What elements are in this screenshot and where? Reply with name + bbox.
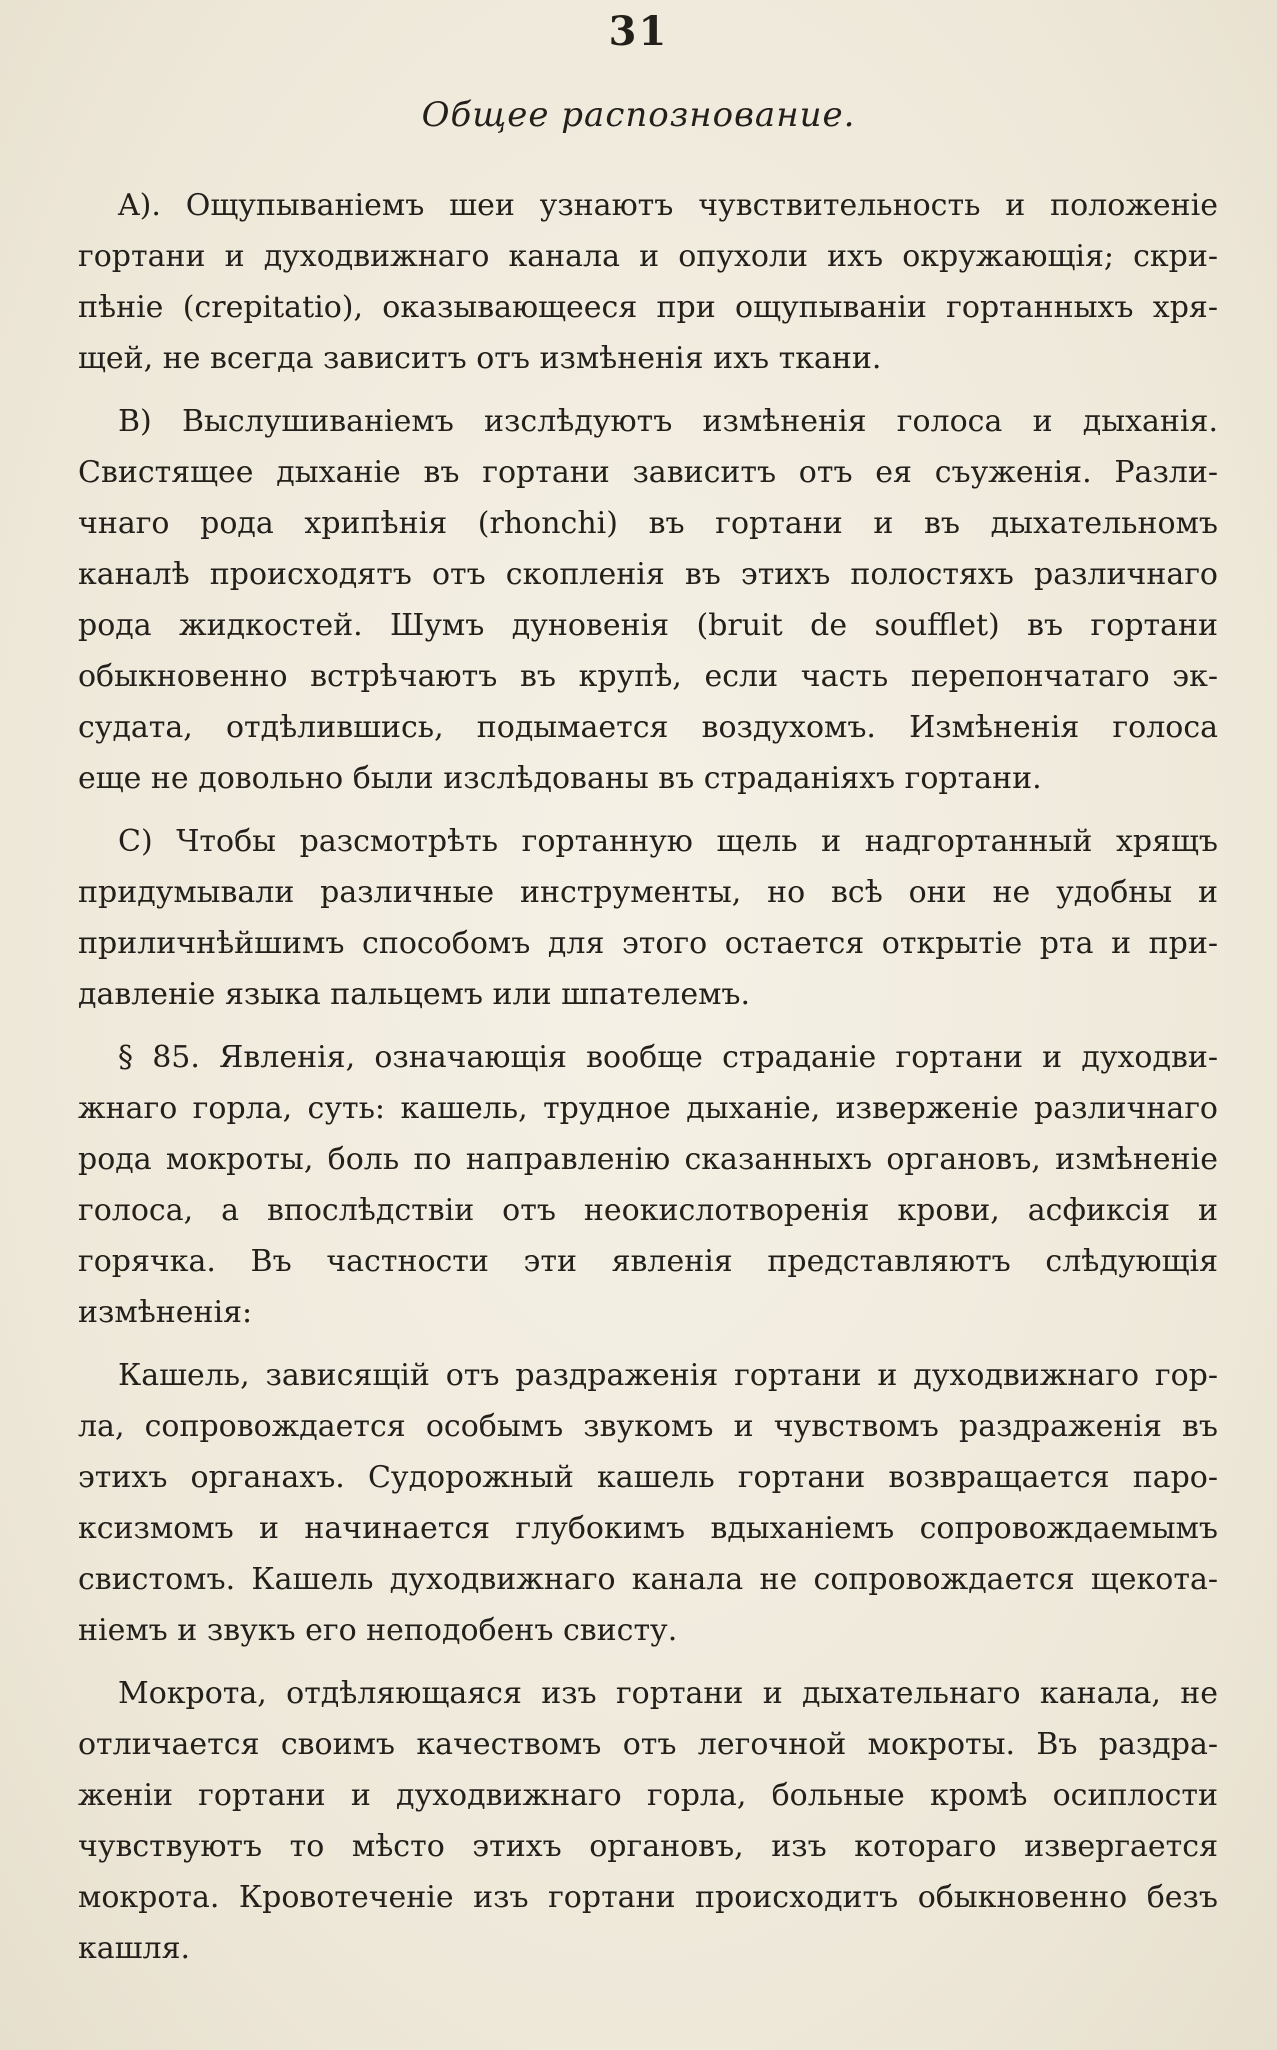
text-line: каналѣ происходятъ отъ скопленiя въ этихъ полостяхъ различнаго [78, 557, 1218, 592]
text-line: чувствуютъ то мѣсто этихъ органовъ, изъ котораго извергается [78, 1829, 1218, 1864]
text-line: рода жидкостей. Шумъ дуновенiя (bruit de soufflet) въ гортани [78, 608, 1218, 643]
text-line: жнаго горла, суть: кашель, трудное дыханiе, изверженiе различнаго [78, 1091, 1218, 1126]
text-line: приличнѣйшимъ способомъ для этого остается открытiе рта и при- [78, 926, 1218, 961]
text-line: судата, отдѣлившись, подымается воздухомъ. Измѣненiя голоса [78, 710, 1218, 745]
text-line: рода мокроты, боль по направленiю сказанныхъ органовъ, измѣненiе [78, 1142, 1218, 1177]
text-line: § 85. Явленiя, означающiя вообще страданiе гортани и духодви- [118, 1040, 1218, 1075]
text-line: измѣненiя: [78, 1295, 253, 1330]
paragraph-a [78, 180, 1218, 384]
text-line: женiи гортани и духодвижнаго горла, больные кромѣ осиплости [78, 1778, 1218, 1813]
text-line: щей, не всегда зависитъ отъ измѣненiя ихъ ткани. [78, 341, 882, 376]
text-line: C) Чтобы разсмотрѣть гортанную щель и надгортанный хрящъ [118, 824, 1218, 859]
text-line: нiемъ и звукъ его неподобенъ свисту. [78, 1613, 678, 1648]
text-line: голоса, а впослѣдствiи отъ неокислотворенiя крови, асфиксiя и [78, 1193, 1218, 1228]
paragraph-sputum [78, 1668, 1218, 1974]
paragraph-85 [78, 1032, 1218, 1338]
section-heading: Общее распознование. [421, 95, 856, 135]
text-line: пѣнiе (crepitatio), оказывающееся при ощупыванiи гортанныхъ хря- [78, 290, 1218, 325]
text-line: ксизмомъ и начинается глубокимъ вдыханiемъ сопровождаемымъ [78, 1511, 1218, 1546]
text-line: давленiе языка пальцемъ или шпателемъ. [78, 977, 751, 1012]
text-line: отличается своимъ качествомъ отъ легочной мокроты. Въ раздра- [78, 1727, 1218, 1762]
text-line: B) Выслушиванiемъ изслѣдуютъ измѣненiя голоса и дыханiя. [118, 404, 1218, 439]
page-number: 31 [608, 8, 669, 55]
text-line: ла, сопровождается особымъ звукомъ и чувствомъ раздраженiя въ [78, 1409, 1218, 1444]
text-line: обыкновенно встрѣчаютъ въ крупѣ, если часть перепончатаго эк- [78, 659, 1218, 694]
text-line: гортани и духодвижнаго канала и опухоли ихъ окружающiя; скри- [78, 239, 1218, 274]
text-line: чнаго рода хрипѣнiя (rhonchi) въ гортани и въ дыхательномъ [78, 506, 1218, 541]
text-line: кашля. [78, 1931, 191, 1966]
paragraph-c [78, 816, 1218, 1020]
text-line: придумывали различные инструменты, но всѣ они не удобны и [78, 875, 1218, 910]
paragraph-cough [78, 1350, 1218, 1656]
text-line: горячка. Въ частности эти явленiя представляютъ слѣдующiя [78, 1244, 1218, 1279]
paragraph-b [78, 396, 1218, 804]
text-line: Мокрота, отдѣляющаяся изъ гортани и дыхательнаго канала, не [118, 1676, 1218, 1711]
text-line: Кашель, зависящiй отъ раздраженiя гортани и духодвижнаго гор- [118, 1358, 1218, 1393]
text-line: A). Ощупыванiемъ шеи узнаютъ чувствительность и положенiе [118, 188, 1218, 223]
text-line: этихъ органахъ. Судорожный кашель гортани возвращается паро- [78, 1460, 1218, 1495]
body-text [78, 180, 1218, 1986]
text-line: Свистящее дыханiе въ гортани зависитъ отъ ея съуженiя. Разли- [78, 455, 1218, 490]
text-line: мокрота. Кровотеченiе изъ гортани происходитъ обыкновенно безъ [78, 1880, 1218, 1915]
text-line: еще не довольно были изслѣдованы въ страданiяхъ гортани. [78, 761, 1042, 796]
text-line: свистомъ. Кашель духодвижнаго канала не сопровождается щекота- [78, 1562, 1218, 1597]
